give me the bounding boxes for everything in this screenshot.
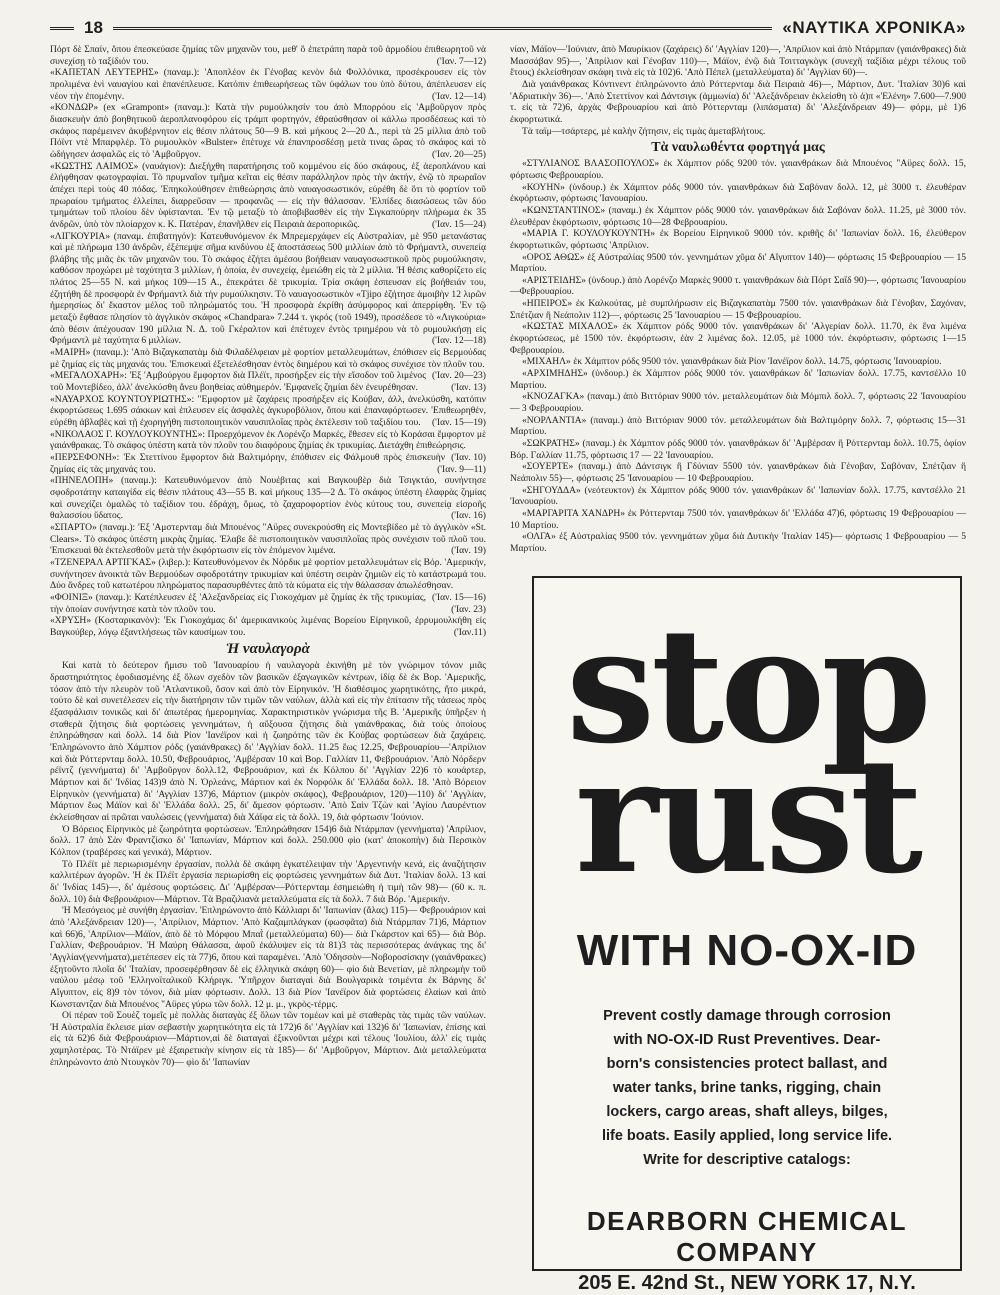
right-column	[510, 44, 966, 1294]
incident-entry	[50, 231, 486, 348]
header-rule-left	[50, 27, 74, 30]
incident-text: «ΠΕΡΣΕΦΟΝΗ»: 'Εκ Στεττίνου ἔμφορτον διὰ Βαλτιμόρην, ἐπόθισεν εἰς Φάλμουθ πρὸς ἐπισκευὴν ζημίας εἰς τὰς μηχανάς του.	[50, 451, 446, 475]
market-paragraph: νίαν, Μάϊον—'Ιούνιαν, ἀπὸ Μαυρίκιον (ζαχάρεις) δι' 'Αγγλίαν 120)—, 'Απρίλιον καὶ ἀπὸ Ντάρμπαν (γαιάνθρακες) διὰ Μασσάβαν 95)—, 'Απρίλιον καὶ Γένοβαν 110)—, Μάϊον, ἐνῷ διὰ Τσιτταγκὸγκ (συνεχῆ ταξίδια μέχρι τέλους τοῦ ἔτους) ἐκλείσθησαν σκάφη τινὰ εἰς τὰ 102)6. 'Απὸ Πέπελ (μεταλλεύματα) δι' 'Αγγλίαν 60)—.	[510, 44, 966, 79]
ad-body-line: lockers, cargo areas, shaft alleys, bilges,	[606, 1104, 888, 1120]
chartered-ship-entry: «ΚΩΝΣΤΑΝΤΙΝΟΣ» (παναμ.) ἐκ Χάμπτον ρόδς 9000 τόν. γαιανθράκων διὰ Σαβόναν δολλ. 11.25, μὲ 3000 τόν. ἐλευθέραν ἐκφόρτωσιν, φόρτωσις 10—28 Φεβρουαρίου.	[510, 204, 966, 228]
ad-company-address: 205 E. 42nd St., NEW YORK 17, N.Y.	[578, 1272, 916, 1294]
market-paragraph: Οἱ πέραν τοῦ Σουὲζ τομεῖς μὲ πολλὰς διαταγὰς ἐξ ὅλων τῶν τομέων καὶ μὲ σταθερὰς τὰς τιμὰς τῶν ναύλων. 'Η Αὐστραλία ἔκλεισε μίαν σεβαστὴν χωρητικότητα εἰς τὰ 172)6 δι' 'Αγγλίαν καὶ 132)6 δι' 'Ιαπωνίαν, ἐπίσης καὶ εἰς τὰ 62)6 διὰ Φεβρουάριον—Μάρτιον,αἱ δὲ διαταγαὶ ἐξικνοῦνται μέχρι καὶ τέλους 'Ιουλίου, ἀλλ' εἰς τιμὰς χαμηλοτέρας. Τὸ Ντάϊρεν μὲ ἐξαιρετικὴν κίνησιν εἰς τὰ 185)— δι' 'Αμβοῦργον, Μάρτιον. Διὰ μεταλλεύματα ἐπληρώνοντο ἀπὸ Ντουγκὸν 70)— φὶο δι' 'Ιαπωνίαν	[50, 1010, 486, 1068]
incident-date: ('Ιαν. 12—18)	[432, 335, 486, 347]
ad-headline: WITH NO-OX-ID	[576, 926, 918, 975]
incident-reports	[50, 44, 486, 638]
incident-date: ('Ιαν.11)	[453, 626, 486, 638]
chartered-ship-entry: «ΜΙΧΑΗΛ» ἐκ Χάμπτον ρόδς 9500 τόν. γαιανθράκων διὰ Ρίον 'Ιανέϊρον δολλ. 14.75, φόρτωσις 'Ιανουαρίου.	[522, 356, 942, 368]
incident-text: «ΝΙΚΟΛΑΟΣ Γ. ΚΟΥΛΟΥΚΟΥΝΤΗΣ»: Προερχόμενον ἐκ Λορένζο Μαρκές, ἔθεσεν εἰς τὸ Κοράσαι ἔμφορτον μὲ γαιάνθρακας. Τὸ σκάφος ὑπέστη κατὰ τὸν πλοῦν του διαφόρους ζημίας ἐκ τρικυμίας. Διετάχθη ἐπιθεώρησις.	[50, 428, 486, 452]
incident-entry	[50, 394, 486, 429]
freight-market-heading: Ἡ ναυλαγορὰ	[226, 641, 310, 658]
ad-company-name: DEARBORN CHEMICAL COMPANY	[586, 1206, 908, 1267]
chartered-ship-entry: «ΣΤΥΛΙΑΝΟΣ ΒΛΑΣΟΠΟΥΛΟΣ» ἐκ Χάμπτον ρόδς 9200 τόν. γαιανθράκων διὰ Μπουένος "Αϋρες δολλ. 15, φόρτωσις Φεβρουαρίου.	[510, 158, 966, 181]
incident-entry	[50, 102, 486, 160]
incident-date: ('Ιαν. 19)	[451, 545, 486, 557]
ad-stop-text: stop	[566, 594, 928, 779]
ad-body-line: born's consistencies protect ballast, and	[606, 1056, 888, 1072]
page-header	[50, 14, 966, 42]
ad-body-line: water tanks, brine tanks, rigging, chain	[612, 1080, 882, 1096]
chartered-ship-entry: «ΣΩΚΡΑΤΗΣ» (παναμ.) ἐκ Χάμπτον ρόδς 9000 τόν. γαιανθράκων δι' 'Αμβέρσαν ἢ Ρόττερνταμ δολλ. 10.75, ὁφίον Βόρ. Γαλλίαν 11.75, φόρτωσις 17 — 22 'Ιανουαρίου.	[510, 438, 966, 461]
freight-market-text	[50, 660, 486, 1068]
chartered-ship-entry: «ΗΠΕΙΡΟΣ» ἐκ Καλκούτας, μὲ συμπλήρωσιν εἰς Βιζαγκαπατὰμ 7500 τόν. γαιανθράκων διὰ Γένοβαν, Σαχόναν, Σπέτζιαν ἢ Νεάπολιν 112)—, φόρτωσις 25 'Ιανουαρίου — 15 Φεβρουαρίου.	[510, 298, 966, 321]
incident-date: ('Ιαν. 10)	[451, 451, 486, 463]
publication-title: «ΝΑΥΤΙΚΑ ΧΡΟΝΙΚΑ»	[782, 18, 966, 37]
incident-text: Πόρτ δὲ Σπαίν, ὅπου ἐπεσκεύασε ζημίας τῶν μηχανῶν του, μεθ' ὃ ἐπετράπη παρὰ τοῦ ἁρμοδίου ἐπιθεωρητοῦ νὰ συνεχίσῃ τὸ ταξίδιόν του.	[50, 44, 486, 67]
incident-text: «ΤΖΕΝΕΡΑΛ ΑΡΤΙΓΚΑΣ» (λιβερ.): Κατευθυνόμενον ἐκ Νόρδικ μὲ φορτίον μεταλλευμάτων εἰς Βόρ. 'Αμερικήν, συνήντησεν ἀνοικτὰ τῶν Βερμούδων σφοδροτάτην τρικυμίαν καὶ ὑπέστη σειρὰν ζημιῶν εἰς τὸ κατάστρωμά του. Δύο ἄνδρες τοῦ κατωτέρου πληρώματος παρασυρθέντες ἀπὸ τὰ κύματα εἰς τὴν θάλασσαν ἀπωλέσθησαν.	[50, 556, 486, 592]
page-columns	[50, 44, 966, 1294]
incident-entry	[50, 475, 486, 522]
incident-date: ('Ιαν. 15—16)	[432, 591, 486, 603]
incident-entry	[50, 44, 486, 67]
incident-text: «ΚΩΣΤΗΣ ΛΑΙΜΟΣ» (ναυάγιον): Διεξήχθη παρατήρησις τοῦ κομμένου εἰς δύο σκάφους, ἐξ ἀεροπλάνου καὶ ἐλήφθησαν φωτογραφίαι. Τὸ πρυμναῖον τμῆμα κεῖται εἰς θέσιν παράλληλον πρὸς τὴν ἀκτήν, ἐνῷ τὸ πρωραῖον ἀπέχει περὶ τοὺς 40 πόδας. 'Επηκολούθησεν ἐπιθεώρησις ἀπὸ ναυαγοσωστικόν, εὑρέθη δὲ ὅτι τὸ φορτίον τοῦ πρωραίου τμήματος ἐλλείπει, διαρρεῦσαν — προφανῶς — εἰς τὴν θάλασσαν. 'Ελπίδες διασώσεως τῶν δύο τμημάτων τοῦ πλοίου δὲν ὑφίστανται. 'Εν τῷ μεταξὺ τὸ ἀποβιβασθὲν εἰς τὴν Σιγκαπούρην πλήρωμα ἐκ 35 ἀνδρῶν, ὑπὸ τὸν πλοίαρχον κ. Κ. Πατέραν, ἐπανῆλθεν εἰς Πειραιὰ ἀεροπορικῶς.	[50, 160, 486, 230]
incident-date: ('Ιαν. 7—12)	[436, 55, 486, 67]
market-paragraph: Διὰ γαιάνθρακας Κόντινεντ ἐπληρώνοντο ἀπὸ Ρόττερνταμ διὰ Πειραιὰ 46)—, Μάρτιον, Δυτ. 'Ιταλίαν 30)6 καὶ 'Αδριατικὴν 36)—. 'Απὸ Στεττίνον καὶ Δάντσιγκ (ἀμμωνία) δι' 'Αλεξάνδρειαν ἐκλείσθη τὸ ἀ)π «'Ελένη» 7.600—7.900 τ. εἰς τὰ 72)6, ἀρχὰς Φεβρουαρίου καὶ ἀπὸ Ρόττερνταμ (λιπάσματα) δι' 'Αλεξάνδρειαν 49)— φόρμ, μὲ 1)6 ἐκφορτωτικά.	[510, 78, 966, 125]
chartered-ship-entry: «ΚΟΥΗΝ» (ὑνδουρ.) ἐκ Χάμπτον ρόδς 9000 τόν. γαιανθράκων διὰ Σαβόναν δολλ. 12, μὲ 3000 τ. ἐλευθέραν ἐκφόρτωσιν, φόρτωσις 'Ιανουαρίου.	[510, 181, 966, 205]
chartered-ship-entry: «ΟΛΓΑ» ἐξ Αὐστραλίας 9500 τόν. γεννημάτων χῦμα διὰ Δυτικὴν 'Ιταλίαν 145)— φόρτωσις 1 Φεβρουαρίου — 5 Μαρτίου.	[510, 531, 966, 554]
ad-rust-text: rust	[574, 724, 920, 909]
incident-entry	[50, 67, 486, 102]
incident-text: «ΠΗΝΕΛΟΠΗ» (παναμ.): Κατευθυνόμενον ἀπὸ Νουέβιτας καὶ Βαγκουβὲρ διὰ Τσιγκτάο, συνήντησε σφοδροτάτην καταιγίδα εἰς θέσιν πλάτους 43—55 Β. καὶ μήκους 135—2 Δ. Τὸ σκάφος ὑπέστη ἐλαφρὰς ζημίας καὶ συνεχίζει ὁμαλῶς τὸ ταξίδιον του. ἐδράχη, ὅμως, τὸ ζαχαροφορτίον ἑνὸς κύτους του, συνεπείᾳ εἰσροῆς θαλασσίου ὕδατος.	[50, 475, 486, 522]
chartered-ship-entry: «ΝΟΡΛΑΝΤΙΑ» (παναμ.) ἀπὸ Βιττόριαν 9000 τόν. μεταλλευμάτων διὰ Βαλτιμόρην δολλ. 7, φόρτωσις 15—31 Μαρτίου.	[510, 414, 966, 438]
incident-date: ('Ιαν. 23)	[451, 603, 486, 615]
market-paragraph: 'Η Μεσόγειος μὲ συνήθη ἐργασίαν. 'Επληρώνοντο ἀπὸ Κάλλιαρι δι' 'Ιαπωνίαν (ἅλας) 115)— Φεβρουάριον καὶ ἀπὸ 'Αλεξάνδρειαν 120)—, 'Απρίλιον, Μάρτιον. 'Απὸ Καζαμπλάγκαν (φωσφᾶτα) διὰ Ντάρμπαν 71)6, Μάρτιον καὶ 66)6, 'Απρίλιον—Μάϊον, ἀπὸ δὲ τὸ Μόρφου Μπαῒ (μεταλλεύματα) 60)— διὰ Γκάρστον καὶ 65)— διὰ Βόρ. Γαλλίαν, Φεβρουάριον. 'Η Μαύρη Θάλασσα, ἀφοῦ ἐκάλυψεν εἰς τὰ 81)3 τὰς περισσότερας ἀνάγκας της δι' 'Αγγλίαν(γεννήματα),μετέπεσεν εἰς τὰ 77)6, ὅπου καὶ παραμένει. 'Απὸ 'Οδησσὸν—Νοβοροσίσκην (γαιάνθρακες) ἐξητοῦντο πλοῖα δι' 'Ιταλίαν, προσεφέρθησαν δὲ εἰς ἑλληνικὰ σκάφη 60)— φὶο διὰ Βενετίαν, μὲ πληρωμὴν τοῦ ναύλου μέσῳ τοῦ 'Ελληνοϊταλικοῦ Κλήριγκ. 'Υπῆρχον διαταγαὶ διὰ Βουλγαρικὰ τσιμέντα ἐκ Βάρνης δι' Αἴγυπτον, εἰς 8)9 τὸν τόνον, διὰ μίαν φόρτωσιν. Δολλ. 13 διὰ Ρίον 'Ιανέϊρον διὰ φορτώσεις ἐλαίων καὶ ἀπὸ Κωνσταντζαν διὰ Μπουένος "Αϋρες γύρω τῶν δολλ. 12 μ. μ., γκρὸς-τέρμς.	[50, 905, 486, 1010]
incident-text: «ΧΡΥΣΗ» (Κοσταρικανὸν): 'Εκ Γιοκοχάμας δι' ἀμερικανικοὺς λιμένας Βορείου Εἰρηνικοῦ, ἐρρυμουλκήθη εἰς Βαγκούβερ, λόγῳ ἐξαντλήσεως τῶν καυσίμων του.	[50, 615, 486, 638]
advertisement-box	[532, 576, 962, 1294]
incident-text: «ΦΟΙΝΙΞ» (παναμ.): Κατέπλευσεν ἐξ 'Αλεξανδρείας εἰς Γιοκοχάμαν μὲ ζημίας ἐκ τῆς τρικυμίας, τὴν ὁποίαν συνήντησε κατὰ τὸν πλοῦν του.	[50, 591, 426, 615]
chartered-ship-entry: «ΑΡΧΙΜΗΔΗΣ» (ὑνδουρ.) ἐκ Χάμπτον ρόδς 9000 τόν. γαιανθράκων δι' 'Ιαπωνίαν δολλ. 17.75, καντσέλλο 10 Μαρτίου.	[510, 368, 966, 391]
incident-text: «ΣΠΑΡΤΟ» (παναμ.): 'Εξ 'Αμστερνταμ διὰ Μπουένος "Αϋρες συνεκρούσθη εἰς Μοντεβίδεο μὲ τὸ ἀγγλικὸν «St. Clears». Τὸ σκάφος ὑπέστη μικρὰς ζημίας. 'Ελαβε δὲ πιστοποιητικὸν ναυσιπλοΐας πρὸς συνέχισιν τοῦ πλοῦ του. 'Επισκευαὶ θὰ ἐκτελεσθοῦν μετὰ τὴν ἐκφόρτωσιν εἰς τὸν ἐπόμενον λιμένα.	[50, 521, 486, 557]
ad-body-text	[564, 1004, 930, 1172]
incident-text: «ΚΟΝΔΩΡ» (ex «Grampont» (παναμ.): Κατὰ τὴν ρυμούλκησίν του ἀπὸ Μπορρόου εἰς 'Αμβοῦργον πρὸς διασκευὴν ἀπὸ βοηθητικοῦ ἀεροπλανοφόρου εἰς τράμπ φορτηγόν, ἐθραύσθησαν οἱ κάλλω προσδέσεως καὶ τὸ σκάφος παρέμεινεν ἀκυβέρνητον εἰς θέσιν πλάτους 50—9 Β. καὶ μήκους 2—20 Δ., περὶ τὰ 25 μίλλια ἀπὸ τοῦ Πόϊντ ντὲ Μπαρφλέρ. Τὸ ρυμουλκὸν «Bulster» ἐπέτυχε νὰ ἐπανπροσδέσῃ μετὰ τινας ὥρας τὸ σκάφος καὶ τὸ ὡδήγησεν ἀσφαλῶς εἰς τὸ 'Αμβοῦργον.	[50, 102, 486, 160]
market-paragraph: Τὰ ταϊμ—τσάρτερς, μὲ καλὴν ζήτησιν, εἰς τιμὰς ἀμεταβλήτους.	[522, 125, 766, 137]
chartered-ship-entry: «ΚΩΣΤΑΣ ΜΙΧΑΛΟΣ» ἐκ Χάμπτον ρόδς 9000 τόν. γαιανθράκων δι' 'Αλγερίαν δολλ. 11.70, ἐκ ἕνα λιμένα ἐκφορτώσεως, μὲ 1500 τόν. ἐκφόρτωσιν, ἐὰν 2 λιμένας δολ. 12.05, μὲ 1000 τόν. ἐκφόρτωσιν, φόρτωσις 1—15 Φεβρουαρίου.	[510, 321, 966, 356]
chartered-ship-entry: «ΣΟΥΕΡΤΕ» (παναμ.) ἀπὸ Δάντσιγκ ἢ Γδύνιαν 5500 τόν. γαιανθράκων διὰ Γένοβαν, Σαβόναν, Σπέτζιαν ἢ Νεάπολιν 55)—, φόρτωσις 25 'Ιανουαρίου — 10 Φεβρουαρίου.	[510, 461, 966, 484]
left-column	[50, 44, 486, 1271]
incident-date: ('Ιαν. 9—11)	[437, 463, 486, 475]
chartered-ships-list	[510, 158, 966, 554]
ad-body-line: with NO-OX-ID Rust Preventives. Dear-	[613, 1032, 881, 1048]
header-rule-middle	[113, 27, 772, 30]
incident-date: ('Ιαν. 16)	[451, 510, 486, 522]
chartered-ship-entry: «ΟΡΟΣ ΑΘΩΣ» ἐξ Αὐστραλίας 9500 τόν. γεννημάτων χῦμα δι' Αἴγυπτον 140)— φόρτωσις 15 Φεβρουαρίου — 15 Μαρτίου.	[510, 251, 966, 275]
ad-body-line: Prevent costly damage through corrosion	[603, 1008, 891, 1024]
incident-text: «ΜΑΙΡΗ» (παναμ.): 'Απὸ Βιζαγκαπατὰμ διὰ Φιλαδέλφειαν μὲ φορτίον μεταλλευμάτων, ἐπόθισεν εἰς Βερμούδας μὲ ζημίας εἰς τὰς μηχανάς του. 'Επισκευαὶ ἐξετελέσθησαν ἐντὸς διημέρου καὶ τὸ σκάφος συνέχισε τὸν πλοῦν του.	[50, 347, 486, 370]
incident-date: ('Ιαν. 15—24)	[432, 218, 486, 230]
incident-text: «ΛΙΓΚΟΥΡΙΑ» (παναμ. ἐπιβατηγόν): Κατευθυνόμενον ἐκ Μπρεμερχάφεν εἰς Αὐστραλίαν, μὲ 950 μετανάστας καὶ μὲ πλήρωμα 130 ἀνδρῶν, ἐξέπεμψε σῆμα κινδύνου ἐξ ἀποστάσεως 500 μιλλίων ἀπὸ τὸ Φρήμαντλ, συνεπείᾳ βλάβης τῆς μιᾶς ἐκ τῶν μηχανῶν του. Τὸ σκάφος ἐζήτει ἀμέσου βοήθειαν ναυαγοσωστικοῦ πρὸς ρυμούλκησιν, καθόσον προχώρει μὲ ταχύτητα 3 μιλλίων, ἡ ὁποία, ἐν συνεχείᾳ, ἐμειώθη εἰς τὰ 2 μίλλια. 'Η θέσις καθορίζετο εἰς πλάτος 25—55 Ν. καὶ μήκος 109—15 Α., ἐπεκράτει δὲ τρικυμία. Τρία σκάφη ἐσπευσαν εἰς βοήθειάν του, ἐζητήθη δὲ προσφορὰ ἐν Φρήμαντλ διὰ τὴν ρυμούλκησιν. Τὸ ναυαγοσωστικὸν «Tjipo ἐζήτησε ἀμοιβὴν 12 λιρῶν ἡμερησίως δι' ἕκαστον μέλος τοῦ πληρώματός του. 'Η προσφορὰ ἐκρίθη ἀσύμφορος καὶ ἀπερρίφθη. 'Εν τῷ μεταξὺ ἔφθασε πλησίον τὸ ἀγγλικὸν σκάφος «Chandpara» 7.244 τ. γκρός (τοῦ 1949), προσέδεσε τὸ «Λιγκούρια» ἀπὸ θέσιν ἀπέχουσαν 190 μίλλια Ν. Δ. τοῦ Γκέραλτον καὶ ἐπέτυχεν ἐντὸς τριημέρου νὰ τὸ ρυμουλκήσῃ εἰς Φρήμαντλ μὲ ταχύτητα 6 μιλλίων.	[50, 230, 486, 347]
market-paragraph: Καὶ κατὰ τὸ δεύτερον ἥμισυ τοῦ 'Ιανουαρίου ἡ ναυλαγορὰ ἐκινήθη μὲ τὸν γνώριμον τόνον μιᾶς δραστηριότητος ἐφοδιασμένης ἐξ ὅλων σχεδὸν τῶν βασικῶν ἐξαγωγικῶν κέντρων, ἰδίᾳ δὲ ἐκ Βορ. 'Αμερικῆς, τόσον ἀπὸ τὴν πλευρὸν τοῦ 'Ατλαντικοῦ, ὅσον καὶ ἀπὸ τὸν Εἰρηνικόν. 'Η διαθέσιμος χωρητικότης, ἤτο μικρά, τούτο δὲ καὶ συνετέλεσεν εἰς τὴν διατήρησιν τῶν τιμῶν τῶν ναύλων, ἀλλὰ καὶ εἰς τὴν ἐπίτασιν τῆς τάσεως πρὸς ἐξασφάλισιν τονικῶς καὶ δι' ἀπωτέρας ἡμερομηνίας. Χαρακτηριστικὸν γνώρισμα τῆς Β. 'Αμερικῆς ὑπῆρξεν ἡ σταθερὰ ζήτησις διὰ φορτώσεις γεννημάτων, ἡ αὔξουσα ζήτησις διὰ γαιάνθρακας, διὰ τοὺς ὁποίους ἐπληρώθησαν καὶ δολλ. 14 διὰ Ρίον 'Ιανέϊρον καὶ ἡ ζωηρότης τῶν ἐκ Κούβας φορτώσεων διὰ ζαχάρεις. 'Επληρώνοντο ἀπὸ Χάμπτον ρόδς (γαιάνθρακες) δι' 'Αγγλίαν δολλ. 11.25 ἕως 12.25, Φεβρουαρίου—'Απρίλιον καὶ διὰ Ρόττερνταμ δολλ. 10.50, Φεβρουάριος, 'Αμβέρσαν 10 καὶ Βορ. Γαλλίαν 11, Φεβρουάριον. 'Απὸ Νόρδερν ρέϊντζ (γεννήματα) δι' 'Αμβοῦργον δολλ.12, Φεβρουάριον, καὶ ἐκ Κόλπου δι' 'Αγγλίαν 22)6 τὸ κουάρτερ, Μάρτιον καὶ δι' 'Ινδίας 143)9 ἀπὸ Ν. Ὀρλεάνς, Μάρτιον καὶ ἐκ Νορφόλκ δι' Ἑλλάδα δολλ. 18. 'Απὸ Βόρειον Εἰρηνικὸν (γεννήματα) δι' 'Αγγλίαν 137)6, Μάρτιον (μικρὸν σκάφος), Φεβρουάριον, 120)—110) δι' 'Αγγλίαν, Μάρτιον ἕως Μάϊον καὶ δι' Ἑλλάδα δολλ. 25, δι' ἄμεσον φόρτωσιν. 'Απὸ Σαὶν Τζὼν καὶ 'Αγίου Λαυρέντιον ἐκλείσθησαν αἱ πρῶται ναυλώσεις (γεννήματα) διὰ Χάϊφα εἰς τὰ δολλ. 19, διὰ φόρτωσιν 'Ιούνιον.	[50, 660, 486, 823]
chartered-ship-entry: «ΚΝΟΖΑΓΚΑ» (παναμ.) ἀπὸ Βιττόριαν 9000 τόν. μεταλλευμάτων διὰ Μόμπιλ δολλ. 7, φόρτωσις 22 'Ιανουαρίου — 3 Φεβρουαρίου.	[510, 391, 966, 415]
chartered-ship-entry: «ΣΗΓΟΥΔΔΑ» (νεότευκτον) ἐκ Χάμπτον ρόδς 9000 τόν. γαιανθράκων δι' 'Ιαπωνίαν δολλ. 17.75, καντσέλλο 21 'Ιανουαρίου.	[510, 484, 966, 508]
market-paragraph: Ὁ Βόρειος Εἰρηνικὸς μὲ ζωηρότητα φορτώσεων. 'Επληρώθησαν 154)6 διὰ Ντάρμπαν (γεννήματα) 'Απρίλιον, δολλ. 17 ἀπὸ Σὰν Φραντζίσκο δι' 'Ιαπωνίαν, Μάρτιον καὶ δολλ. 250.000 φὶο (κατ' ἀποκοπὴν) διὰ Περσικὸν Κόλπον (τραβέρσες καὶ γενικά), Μάρτιον.	[50, 823, 486, 858]
incident-text: «ΜΕΓΑΛΟΧΑΡΗ»: 'Εξ 'Αμβούργου ἔμφορτον διὰ Πλέϊτ, προσήρξεν εἰς τὴν εἴσοδον τοῦ λιμένος τοῦ Μοντεβίδεο, ἀλλ' ἀνελκύσθη ἄνευ βοηθείας αὐθημερόν. 'Εμφανεῖς ζημίαι δὲν ἐνευρέθησαν.	[50, 370, 426, 394]
incident-entry	[50, 452, 486, 475]
incident-entry	[50, 615, 486, 638]
incident-entry	[50, 161, 486, 231]
chartered-ship-entry: «ΑΡΙΣΤΕΙΔΗΣ» (ὑνδουρ.) ἀπὸ Λορένζο Μαρκὲς 9000 τ. γαιανθράκων διὰ Πόρτ Σαΐδ 90)—, φόρτωσις 'Ιανουαρίου—Φεβρουαρίου.	[510, 274, 966, 298]
market-paragraph: Τὸ Πλέϊτ μὲ περιωρισμένην ἐργασίαν, πολλὰ δὲ σκάφη ἐγκατέλειψαν τὴν 'Αργεντινὴν κενά, εἰς ἀναζήτησιν καλλιτέρων ἀγορῶν. 'Η ἐκ Πλέϊτ ἐργασία περιωρίσθη εἰς φορτώσεις γεννημάτων διὰ Δυτ. 'Ιταλίαν δολλ. 13 καὶ δι' 'Ινδίας 145)—, δι' ἀμέσους φορτώσεις. Δι' 'Αμβέρσαν—Ρόττερνταμ ἐσημειώθη ἡ τιμὴ τῶν 98)— (60 κ. π. δολλ. 10) διὰ Φεβρουάριον—Μάρτιον. Τὰ Βραζιλιανὰ μεταλλεύματα εἰς τὰ δολλ. 7 διὰ Βόρ. 'Αμερικήν.	[50, 858, 486, 905]
incident-text: «ΝΑΥΑΡΧΟΣ ΚΟΥΝΤΟΥΡΙΩΤΗΣ»: "Εμφορτον μὲ ζαχάρεις προσήρξεν εἰς Κούβαν, ἀλλ, ἀνελκύσθη, κατόπιν ἐκφορτώσεως 1.695 σάκκων καὶ ἐπλευσεν εἰς ἀσφαλὲς ἀγκυροβόλιον, ὅπου καὶ ἐπαναφόρτωσεν. 'Επιθεωρηθέν, εὑρέθη ἀβλαβὲς καὶ τῇ ἐχορηγήθη πιστοποιητικὸν ναυσιπλοΐας πρὸς ἐκτέλεσιν τοῦ ταξιδίου του.	[50, 393, 486, 428]
incident-date: ('Ιαν. 13)	[451, 382, 486, 394]
incident-date: ('Ιαν. 15—19)	[432, 417, 486, 428]
incident-entry	[50, 522, 486, 557]
incident-date: ('Ιαν. 20—23)	[432, 370, 486, 382]
chartered-ship-entry: «ΜΑΡΓΑΡΙΤΑ ΧΑΝΔΡΗ» ἐκ Ρόττερνταμ 7500 τόν. γαιανθράκων δι' 'Ελλάδα 47)6, φόρτωσις 19 Φεβρουαρίου — 10 Μαρτίου.	[510, 507, 966, 531]
chartered-ship-entry: «ΜΑΡΙΑ Γ. ΚΟΥΛΟΥΚΟΥΝΤΗ» ἐκ Βορείου Εἰρηνικοῦ 9000 τόν. κριθῆς δι' 'Ιαπωνίαν δολλ. 16, ἐλεύθερον ἐκφορτωτικῶν, φόρτωσις 'Απρίλιον.	[510, 228, 966, 251]
chartered-ships-heading: Τὰ ναυλωθέντα φορτηγά μας	[651, 140, 825, 156]
incident-entry	[50, 370, 486, 393]
incident-text: «ΚΑΠΕΤΑΝ ΛΕΥΤΕΡΗΣ» (παναμ.): 'Αποπλέον ἐκ Γένοβας κενὸν διὰ Φολλόνικα, προσέκρουσεν εἰς τὸν προλιμένα ἑνὶ ναυαγίου καὶ ἐπανέπλευσε. Κατόπιν ἐπιθεωρήσεως τῶν ὑφάλων του ὑπὸ δύτου, ἀπέπλευσεν εἰς νέον τὴν ἐπομένην.	[50, 67, 486, 102]
incident-date: ('Ιαν. 12—14)	[432, 90, 486, 102]
freight-market-continued	[510, 44, 966, 137]
ad-body-line: life boats. Easily applied, long service life.	[601, 1128, 893, 1144]
incident-date: ('Ιαν. 20—25)	[432, 148, 486, 160]
ad-body-line: Write for descriptive catalogs:	[643, 1152, 851, 1168]
incident-entry	[50, 592, 486, 615]
page-number: 18	[84, 18, 103, 37]
